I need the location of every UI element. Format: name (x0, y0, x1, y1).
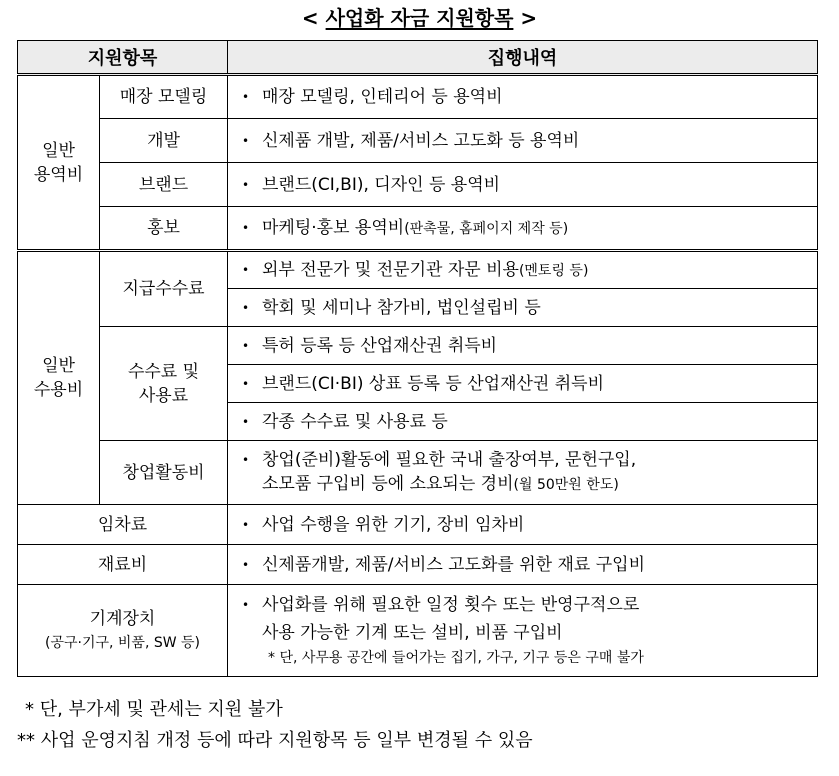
category-machinery: 기계장치 (공구·기구, 비품, SW 등) (18, 585, 228, 677)
exec-brand: • 브랜드(CI,BI), 디자인 등 용역비 (228, 163, 818, 207)
exec-development: • 신제품 개발, 제품/서비스 고도화 등 용역비 (228, 119, 818, 163)
table-title (0, 6, 839, 30)
exec-rental: • 사업 수행을 위한 기기, 장비 임차비 (228, 505, 818, 545)
category-rental: 임차료 (18, 505, 228, 545)
sub-promotion: 홍보 (100, 207, 228, 251)
category-materials: 재료비 (18, 545, 228, 585)
title-prefix: < (301, 6, 319, 30)
exec-expert-advice: • 외부 전문가 및 전문기관 자문 비용(멘토링 등) (228, 251, 818, 289)
footnotes (17, 694, 533, 756)
category-general-service: 일반 용역비 (18, 75, 100, 251)
exec-seminar-fee: • 학회 및 세미나 참가비, 법인설립비 등 (228, 289, 818, 327)
title-text: 사업화 자금 지원항목 (325, 6, 514, 30)
sub-startup-activity: 창업활동비 (100, 441, 228, 505)
category-general-supplies: 일반 수용비 (18, 251, 100, 505)
exec-various-fees: • 각종 수수료 및 사용료 등 (228, 403, 818, 441)
sub-brand: 브랜드 (100, 163, 228, 207)
exec-patent: • 특허 등록 등 산업재산권 취득비 (228, 327, 818, 365)
footnote-vat: * 단, 부가세 및 관세는 지원 불가 (25, 699, 283, 720)
sub-fees-and-royalties: 수수료 및 사용료 (100, 327, 228, 441)
exec-machinery: • 사업화를 위해 필요한 일정 횟수 또는 반영구적으로 사용 가능한 기계 또는 설비, 비품 구입비 * 단, 사무용 공간에 들어가는 집기, 가구, 기구 등은 구매 불가 (228, 585, 818, 677)
machinery-note: * 단, 사무용 공간에 들어가는 집기, 가구, 기구 등은 구매 불가 (268, 649, 644, 666)
footnote-change: ** 사업 운영지침 개정 등에 따라 지원항목 등 일부 변경될 수 있음 (17, 730, 533, 751)
header-support-item: 지원항목 (18, 41, 228, 75)
title-suffix: > (520, 6, 538, 30)
exec-materials: • 신제품개발, 제품/서비스 고도화를 위한 재료 구입비 (228, 545, 818, 585)
exec-trademark: • 브랜드(CI·BI) 상표 등록 등 산업재산권 취득비 (228, 365, 818, 403)
sub-store-modeling: 매장 모델링 (100, 75, 228, 119)
header-execution-detail: 집행내역 (228, 41, 818, 75)
sub-payment-fee: 지급수수료 (100, 251, 228, 327)
exec-store-modeling: • 매장 모델링, 인테리어 등 용역비 (228, 75, 818, 119)
exec-startup-activity: • 창업(준비)활동에 필요한 국내 출장여부, 문헌구입, 소모품 구입비 등에 소요되는 경비(월 50만원 한도) (228, 441, 818, 505)
support-items-table (17, 40, 818, 677)
exec-promotion: • 마케팅·홍보 용역비(판촉물, 홈페이지 제작 등) (228, 207, 818, 251)
sub-development: 개발 (100, 119, 228, 163)
